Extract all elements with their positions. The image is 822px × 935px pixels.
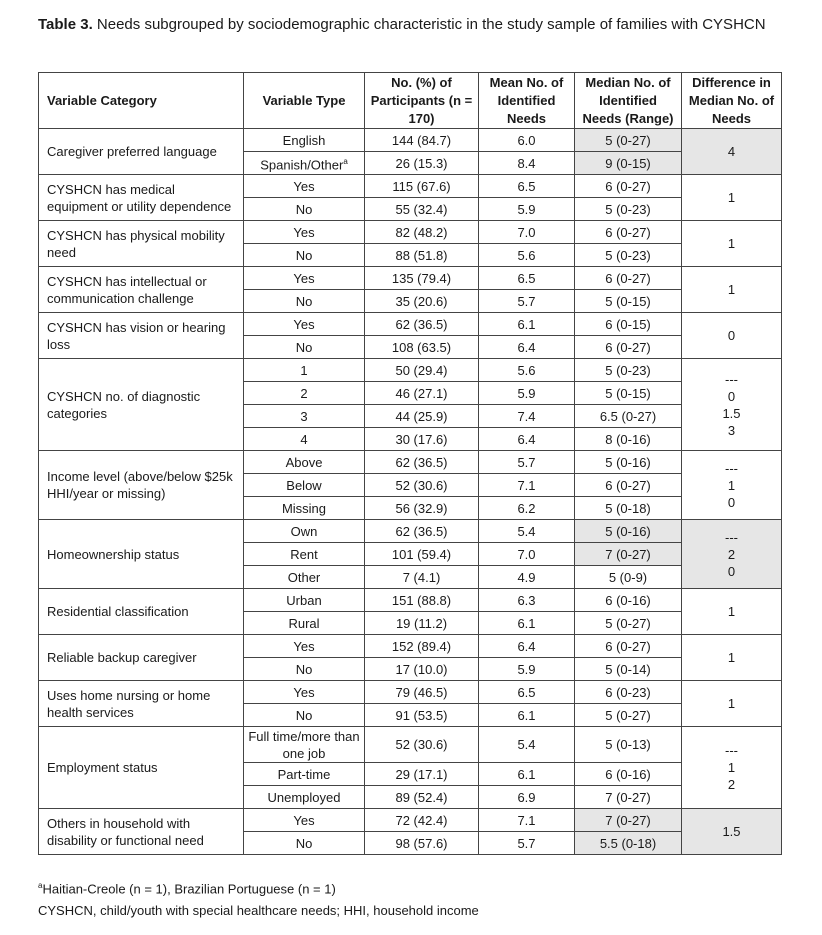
variable-category-cell: Homeownership status — [39, 520, 244, 589]
table-row — [39, 681, 782, 704]
mean-needs-cell: 6.1 — [479, 612, 575, 635]
table-row — [39, 129, 782, 152]
participants-cell: 52 (30.6) — [365, 727, 479, 763]
variable-type-text: Part-time — [277, 766, 331, 782]
mean-needs-cell: 6.4 — [479, 336, 575, 359]
variable-type-cell — [244, 681, 365, 704]
mean-needs-cell: 6.9 — [479, 786, 575, 809]
mean-needs-cell: 5.7 — [479, 832, 575, 855]
mean-needs-cell: 5.6 — [479, 359, 575, 382]
variable-type-text: Full time/more than one job — [248, 728, 360, 761]
table-row — [39, 520, 782, 543]
participants-cell: 89 (52.4) — [365, 786, 479, 809]
footnote-language — [38, 881, 336, 896]
mean-needs-cell: 6.3 — [479, 589, 575, 612]
participants-cell: 135 (79.4) — [365, 267, 479, 290]
difference-cell: 1 — [682, 589, 782, 635]
header-variable-category: Variable Category — [39, 73, 244, 129]
median-needs-cell: 7 (0-27) — [575, 809, 682, 832]
participants-cell: 35 (20.6) — [365, 290, 479, 313]
table-row — [39, 589, 782, 612]
variable-type-cell — [244, 809, 365, 832]
participants-cell: 98 (57.6) — [365, 832, 479, 855]
variable-type-text: No — [295, 339, 313, 355]
variable-type-cell — [244, 313, 365, 336]
variable-category-cell: CYSHCN has intellectual or communication challenge — [39, 267, 244, 313]
median-needs-cell: 5 (0-23) — [575, 244, 682, 267]
participants-cell: 26 (15.3) — [365, 152, 479, 175]
variable-type-cell — [244, 474, 365, 497]
participants-cell: 79 (46.5) — [365, 681, 479, 704]
median-needs-cell: 5 (0-27) — [575, 612, 682, 635]
variable-type-cell — [244, 589, 365, 612]
variable-type-text: Yes — [293, 270, 315, 286]
header-variable-type: Variable Type — [244, 73, 365, 129]
variable-type-text: No — [295, 293, 313, 309]
variable-type-text: No — [295, 661, 313, 677]
mean-needs-cell: 7.0 — [479, 543, 575, 566]
variable-type-cell — [244, 612, 365, 635]
median-needs-cell: 5 (0-13) — [575, 727, 682, 763]
variable-type-cell — [244, 704, 365, 727]
table-row — [39, 727, 782, 763]
table-row — [39, 635, 782, 658]
variable-category-cell: CYSHCN no. of diagnostic categories — [39, 359, 244, 451]
variable-type-text: 2 — [300, 385, 308, 401]
participants-cell: 101 (59.4) — [365, 543, 479, 566]
participants-cell: 19 (11.2) — [365, 612, 479, 635]
median-needs-cell: 5 (0-16) — [575, 451, 682, 474]
median-needs-cell: 7 (0-27) — [575, 543, 682, 566]
table-row — [39, 267, 782, 290]
variable-type-cell — [244, 359, 365, 382]
mean-needs-cell: 7.4 — [479, 405, 575, 428]
median-needs-cell: 5 (0-15) — [575, 290, 682, 313]
variable-type-cell — [244, 244, 365, 267]
variable-type-text: Rent — [290, 546, 318, 562]
difference-cell: 0 — [682, 313, 782, 359]
participants-cell: 91 (53.5) — [365, 704, 479, 727]
median-needs-cell: 5 (0-27) — [575, 129, 682, 152]
variable-type-cell — [244, 832, 365, 855]
median-needs-cell: 6.5 (0-27) — [575, 405, 682, 428]
median-needs-cell: 6 (0-16) — [575, 763, 682, 786]
table-row — [39, 175, 782, 198]
variable-type-text: Yes — [293, 812, 315, 828]
mean-needs-cell: 7.1 — [479, 474, 575, 497]
difference-cell: 1.5 — [682, 809, 782, 855]
participants-cell: 50 (29.4) — [365, 359, 479, 382]
variable-type-cell — [244, 451, 365, 474]
variable-type-text: 4 — [300, 431, 308, 447]
variable-type-text: Below — [286, 477, 322, 493]
difference-cell: 1 — [682, 681, 782, 727]
table-row — [39, 221, 782, 244]
variable-type-text: 1 — [300, 362, 308, 378]
variable-type-text: English — [282, 132, 326, 148]
variable-type-cell — [244, 658, 365, 681]
participants-cell: 62 (36.5) — [365, 520, 479, 543]
difference-cell: --- 0 1.5 3 — [682, 359, 782, 451]
mean-needs-cell: 6.0 — [479, 129, 575, 152]
variable-type-cell — [244, 566, 365, 589]
variable-type-cell — [244, 405, 365, 428]
variable-type-cell — [244, 727, 365, 763]
variable-type-text: No — [295, 201, 313, 217]
difference-cell: --- 2 0 — [682, 520, 782, 589]
median-needs-cell: 5 (0-15) — [575, 382, 682, 405]
table-label: Table 3. — [38, 16, 93, 33]
participants-cell: 29 (17.1) — [365, 763, 479, 786]
variable-type-cell — [244, 543, 365, 566]
header-difference: Difference in Median No. of Needs — [682, 73, 782, 129]
difference-cell: 1 — [682, 635, 782, 681]
mean-needs-cell: 6.5 — [479, 681, 575, 704]
table-row — [39, 359, 782, 382]
header-row — [39, 73, 782, 129]
median-needs-cell: 7 (0-27) — [575, 786, 682, 809]
footnote-marker: a — [38, 881, 43, 890]
variable-type-text: Above — [285, 454, 323, 470]
median-needs-cell: 5.5 (0-18) — [575, 832, 682, 855]
median-needs-cell: 6 (0-27) — [575, 474, 682, 497]
mean-needs-cell: 6.2 — [479, 497, 575, 520]
variable-type-text: Yes — [293, 316, 315, 332]
variable-category-cell: Caregiver preferred language — [39, 129, 244, 175]
variable-type-text: 3 — [300, 408, 308, 424]
difference-cell: --- 1 2 — [682, 727, 782, 809]
variable-type-cell — [244, 497, 365, 520]
mean-needs-cell: 7.1 — [479, 809, 575, 832]
difference-cell: --- 1 0 — [682, 451, 782, 520]
mean-needs-cell: 8.4 — [479, 152, 575, 175]
variable-type-cell — [244, 520, 365, 543]
difference-cell: 1 — [682, 221, 782, 267]
variable-category-cell: Uses home nursing or home health services — [39, 681, 244, 727]
variable-type-text: Yes — [293, 684, 315, 700]
variable-type-text: No — [295, 835, 313, 851]
variable-type-cell — [244, 129, 365, 152]
median-needs-cell: 5 (0-16) — [575, 520, 682, 543]
participants-cell: 88 (51.8) — [365, 244, 479, 267]
participants-cell: 46 (27.1) — [365, 382, 479, 405]
median-needs-cell: 5 (0-18) — [575, 497, 682, 520]
variable-category-cell: Employment status — [39, 727, 244, 809]
variable-type-cell — [244, 221, 365, 244]
mean-needs-cell: 6.1 — [479, 313, 575, 336]
participants-cell: 7 (4.1) — [365, 566, 479, 589]
footnote-marker: a — [343, 156, 348, 166]
participants-cell: 152 (89.4) — [365, 635, 479, 658]
table-caption — [38, 14, 778, 35]
mean-needs-cell: 6.4 — [479, 428, 575, 451]
variable-type-text: Yes — [293, 638, 315, 654]
header-mean-needs: Mean No. of Identified Needs — [479, 73, 575, 129]
variable-category-cell: CYSHCN has physical mobility need — [39, 221, 244, 267]
mean-needs-cell: 5.9 — [479, 198, 575, 221]
footnote-abbreviations: CYSHCN, child/youth with special healthcare needs; HHI, household income — [38, 903, 479, 918]
variable-type-cell — [244, 152, 365, 175]
variable-type-text: Missing — [281, 500, 327, 516]
variable-type-cell — [244, 175, 365, 198]
participants-cell: 62 (36.5) — [365, 313, 479, 336]
participants-cell: 108 (63.5) — [365, 336, 479, 359]
variable-type-cell — [244, 382, 365, 405]
table-row — [39, 809, 782, 832]
mean-needs-cell: 6.4 — [479, 635, 575, 658]
difference-cell: 1 — [682, 267, 782, 313]
variable-type-text: Yes — [293, 178, 315, 194]
participants-cell: 72 (42.4) — [365, 809, 479, 832]
median-needs-cell: 5 (0-23) — [575, 198, 682, 221]
participants-cell: 115 (67.6) — [365, 175, 479, 198]
mean-needs-cell: 5.7 — [479, 451, 575, 474]
variable-category-cell: CYSHCN has vision or hearing loss — [39, 313, 244, 359]
participants-cell: 55 (32.4) — [365, 198, 479, 221]
participants-cell: 17 (10.0) — [365, 658, 479, 681]
mean-needs-cell: 6.1 — [479, 704, 575, 727]
variable-type-text: No — [295, 247, 313, 263]
variable-type-cell — [244, 428, 365, 451]
mean-needs-cell: 5.9 — [479, 382, 575, 405]
variable-category-cell: Reliable backup caregiver — [39, 635, 244, 681]
table-body — [39, 129, 782, 855]
median-needs-cell: 6 (0-23) — [575, 681, 682, 704]
variable-type-cell — [244, 267, 365, 290]
variable-category-cell: Residential classification — [39, 589, 244, 635]
participants-cell: 30 (17.6) — [365, 428, 479, 451]
median-needs-cell: 6 (0-27) — [575, 635, 682, 658]
variable-type-cell — [244, 290, 365, 313]
median-needs-cell: 6 (0-15) — [575, 313, 682, 336]
header-median-needs: Median No. of Identified Needs (Range) — [575, 73, 682, 129]
variable-type-text: Other — [287, 569, 321, 585]
mean-needs-cell: 4.9 — [479, 566, 575, 589]
mean-needs-cell: 6.5 — [479, 175, 575, 198]
variable-type-cell — [244, 763, 365, 786]
variable-category-cell: Income level (above/below $25k HHI/year or missing) — [39, 451, 244, 520]
participants-cell: 82 (48.2) — [365, 221, 479, 244]
table-row — [39, 451, 782, 474]
participants-cell: 62 (36.5) — [365, 451, 479, 474]
median-needs-cell: 6 (0-27) — [575, 221, 682, 244]
median-needs-cell: 5 (0-23) — [575, 359, 682, 382]
median-needs-cell: 5 (0-27) — [575, 704, 682, 727]
variable-type-text: Rural — [288, 615, 320, 631]
footnote-language-text: Haitian-Creole (n = 1), Brazilian Portuguese (n = 1) — [42, 881, 336, 897]
participants-cell: 151 (88.8) — [365, 589, 479, 612]
difference-cell: 4 — [682, 129, 782, 175]
participants-cell: 52 (30.6) — [365, 474, 479, 497]
median-needs-cell: 8 (0-16) — [575, 428, 682, 451]
variable-type-text: Own — [290, 523, 318, 539]
header-participants: No. (%) of Participants (n = 170) — [365, 73, 479, 129]
variable-category-cell: CYSHCN has medical equipment or utility dependence — [39, 175, 244, 221]
median-needs-cell: 9 (0-15) — [575, 152, 682, 175]
mean-needs-cell: 6.1 — [479, 763, 575, 786]
variable-type-text: Yes — [293, 224, 315, 240]
median-needs-cell: 6 (0-27) — [575, 267, 682, 290]
variable-type-cell — [244, 786, 365, 809]
mean-needs-cell: 5.6 — [479, 244, 575, 267]
table-title: Needs subgrouped by sociodemographic characteristic in the study sample of families with CYSHCN — [92, 16, 766, 33]
variable-type-cell — [244, 336, 365, 359]
median-needs-cell: 5 (0-9) — [575, 566, 682, 589]
mean-needs-cell: 7.0 — [479, 221, 575, 244]
mean-needs-cell: 5.7 — [479, 290, 575, 313]
variable-type-text: Urban — [286, 592, 322, 608]
mean-needs-cell: 5.4 — [479, 727, 575, 763]
mean-needs-cell: 5.9 — [479, 658, 575, 681]
variable-category-cell: Others in household with disability or functional need — [39, 809, 244, 855]
mean-needs-cell: 5.4 — [479, 520, 575, 543]
variable-type-text: Spanish/Other — [260, 157, 344, 173]
variable-type-text: No — [295, 707, 313, 723]
median-needs-cell: 5 (0-14) — [575, 658, 682, 681]
table-row — [39, 313, 782, 336]
median-needs-cell: 6 (0-27) — [575, 175, 682, 198]
variable-type-cell — [244, 635, 365, 658]
participants-cell: 44 (25.9) — [365, 405, 479, 428]
participants-cell: 144 (84.7) — [365, 129, 479, 152]
needs-table — [38, 72, 782, 855]
participants-cell: 56 (32.9) — [365, 497, 479, 520]
variable-type-text: Unemployed — [267, 789, 341, 805]
variable-type-cell — [244, 198, 365, 221]
median-needs-cell: 6 (0-27) — [575, 336, 682, 359]
median-needs-cell: 6 (0-16) — [575, 589, 682, 612]
mean-needs-cell: 6.5 — [479, 267, 575, 290]
difference-cell: 1 — [682, 175, 782, 221]
